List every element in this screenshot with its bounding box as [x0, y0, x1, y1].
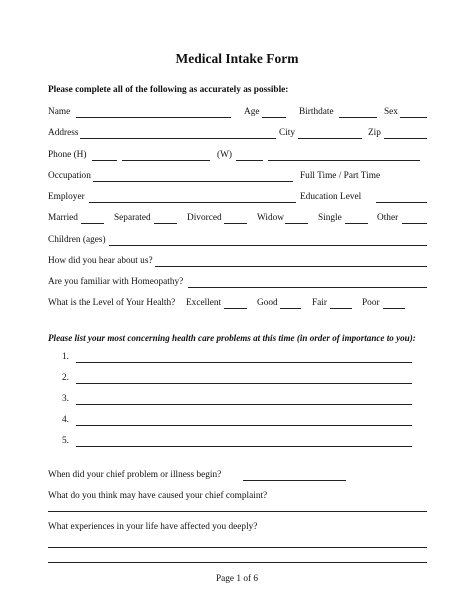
- fair-field[interactable]: [330, 308, 352, 309]
- homeopathy-field[interactable]: [188, 287, 427, 288]
- age-field[interactable]: [262, 117, 286, 118]
- education-level-label: Education Level: [300, 192, 362, 202]
- divorced-label: Divorced: [187, 213, 222, 223]
- address-label: Address: [48, 128, 79, 138]
- problem-5-field[interactable]: [76, 446, 412, 447]
- problem-2-field[interactable]: [76, 383, 412, 384]
- problem-number: 4.: [62, 415, 69, 425]
- age-label: Age: [244, 107, 260, 117]
- married-field[interactable]: [81, 223, 104, 224]
- employer-label: Employer: [48, 192, 85, 202]
- chief-cause-field[interactable]: [48, 511, 427, 512]
- phone-w-area-field[interactable]: [236, 160, 263, 161]
- poor-label: Poor: [362, 298, 380, 308]
- education-level-field[interactable]: [376, 202, 427, 203]
- experiences-field-line-2[interactable]: [48, 562, 427, 563]
- phone-h-number-field[interactable]: [122, 160, 210, 161]
- fair-label: Fair: [312, 298, 327, 308]
- good-label: Good: [257, 298, 278, 308]
- children-field[interactable]: [109, 245, 427, 246]
- excellent-field[interactable]: [224, 308, 247, 309]
- occupation-label: Occupation: [48, 171, 91, 181]
- poor-field[interactable]: [383, 308, 405, 309]
- chief-begin-label: When did your chief problem or illness begin?: [48, 470, 222, 480]
- zip-label: Zip: [368, 128, 381, 138]
- chief-cause-label: What do you think may have caused your chief complaint?: [48, 491, 268, 501]
- widow-field[interactable]: [285, 223, 308, 224]
- fulltime-parttime-label: Full Time / Part Time: [300, 171, 381, 181]
- sex-label: Sex: [384, 107, 398, 117]
- children-label: Children (ages): [48, 235, 106, 245]
- city-label: City: [279, 128, 296, 138]
- married-label: Married: [48, 213, 78, 223]
- employer-field[interactable]: [89, 202, 296, 203]
- address-field[interactable]: [80, 138, 276, 139]
- chief-begin-field[interactable]: [243, 480, 346, 481]
- good-field[interactable]: [280, 308, 301, 309]
- problem-4-field[interactable]: [76, 425, 412, 426]
- health-level-label: What is the Level of Your Health?: [48, 298, 176, 308]
- problem-1-field[interactable]: [76, 362, 412, 363]
- problem-number: 3.: [62, 394, 69, 404]
- phone-w-label: (W): [217, 150, 232, 160]
- phone-h-area-field[interactable]: [92, 160, 117, 161]
- phone-h-label: Phone (H): [48, 150, 87, 160]
- widow-label: Widow: [257, 213, 284, 223]
- excellent-label: Excellent: [186, 298, 222, 308]
- name-field[interactable]: [76, 117, 231, 118]
- name-label: Name: [48, 107, 71, 117]
- instructions: Please complete all of the following as accurately as possible:: [48, 85, 289, 95]
- page-number: Page 1 of 6: [215, 574, 259, 584]
- homeopathy-label: Are you familiar with Homeopathy?: [48, 277, 184, 287]
- divorced-field[interactable]: [224, 223, 247, 224]
- hear-about-label: How did you hear about us?: [48, 256, 153, 266]
- birthdate-label: Birthdate: [299, 107, 334, 117]
- single-label: Single: [318, 213, 342, 223]
- problem-number: 5.: [62, 436, 69, 446]
- experiences-field-line-1[interactable]: [48, 547, 427, 548]
- problem-3-field[interactable]: [76, 404, 412, 405]
- problems-heading: Please list your most concerning health care problems at this time (in order of importance to you):: [48, 333, 416, 343]
- separated-field[interactable]: [154, 223, 177, 224]
- occupation-field[interactable]: [93, 181, 293, 182]
- other-label: Other: [377, 213, 399, 223]
- hear-about-field[interactable]: [155, 266, 427, 267]
- city-field[interactable]: [298, 138, 362, 139]
- experiences-label: What experiences in your life have affected you deeply?: [48, 522, 258, 532]
- sex-field[interactable]: [400, 117, 427, 118]
- single-field[interactable]: [345, 223, 368, 224]
- birthdate-field[interactable]: [339, 117, 377, 118]
- separated-label: Separated: [114, 213, 151, 223]
- form-title: Medical Intake Form: [175, 51, 299, 66]
- problem-number: 2.: [62, 373, 69, 383]
- zip-field[interactable]: [384, 138, 427, 139]
- phone-w-number-field[interactable]: [268, 160, 420, 161]
- other-field[interactable]: [402, 223, 427, 224]
- problem-number: 1.: [62, 352, 69, 362]
